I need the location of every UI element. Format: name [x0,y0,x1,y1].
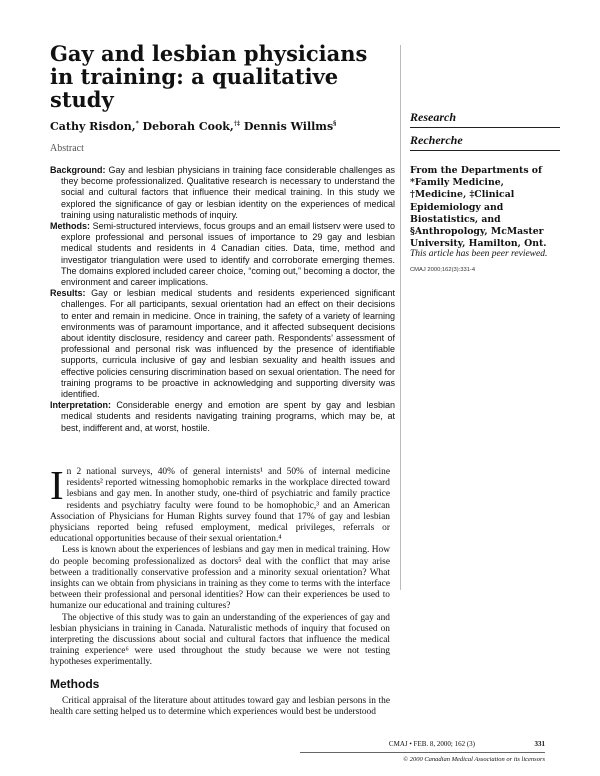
author-name: Dennis Willms [243,120,334,133]
drop-cap: I [50,462,64,508]
abstract-section-interpretation [50,400,395,434]
author-departments: From the Departments of *Family Medicine, †Medicine, ‡Clinical Epidemiology and Biostatistics, and §Anthropology, McMaster University, Hamilton, Ont. [410,165,547,250]
abstract-section-methods [50,221,395,288]
abstract-section-results [50,288,395,400]
author-affiliation-mark: § [333,120,337,128]
abstract-heading: Results: [50,288,86,299]
body-paragraph: Critical appraisal of the literature about attitudes toward gay and lesbian persons in the health care setting helped us to determine which experiences would best be understood [50,695,390,718]
footer-journal-info: CMAJ • FEB. 8, 2000; 162 (3) [388,740,475,748]
author-name: Cathy Risdon, [50,120,136,133]
abstract-section-background [50,165,395,221]
section-label-french: Recherche [410,133,463,147]
column-divider [400,45,401,590]
abstract-text: Semi-structured interviews, focus groups and an email listserv were used to explore professional and personal issues of importance to 29 gay and lesbian medical students and residents in 4 Canadian cities. Data, time, method and investigator triangulation were used to identify and corroborate emerging themes. The domains explored included career choice, “coming out,” becoming a doctor, the environment and career implications. [61,221,395,288]
copyright-notice: © 2000 Canadian Medical Association or its licensors [403,756,545,763]
abstract-text: Considerable energy and emotion are spent by gay and lesbian medical students and residents navigating training programs, which may be, at best, indifferent and, at worst, hostile. [61,400,395,433]
abstract-body [50,165,395,434]
author-name: Deborah Cook, [142,120,234,133]
abstract-label: Abstract [50,143,84,154]
peer-review-note: This article has been peer reviewed. [410,249,548,259]
section-label-english: Research [410,110,456,124]
author-list [50,120,336,133]
methods-heading: Methods [50,676,100,691]
abstract-text: Gay or lesbian medical students and residents experienced significant challenges. For all participants, sexual orientation had an effect on their decisions to enter and remain in medicine. Once in training, the safety of a variety of learning environments was of paramount importance, and it affected subsequent decisions about identity disclosure, residency and career path. Respondents’ assessment of professional and personal risk was influenced by the presence of identifiable supports, curricula inclusive of gay and lesbian sexuality and health issues and effective policies censuring discrimination based on sexual orientation. The need for training programs to be proactive in acknowledging and supporting diversity was identified. [61,288,395,400]
section-rule [410,150,560,151]
abstract-heading: Interpretation: [50,400,112,411]
body-paragraph [50,462,390,545]
article-body [50,462,390,718]
body-paragraph: Less is known about the experiences of lesbians and gay men in medical training. How do people becoming professionalized as doctors⁵ deal with the conflict that may arise between a traditionally conservative profession and a minority sexual orientation? What insights can we obtain from physicians in training as they come to terms with the interface between their professional and personal identities? How can their experiences be used to humanize our educational and training cultures? [50,545,390,612]
author-affiliation-mark: * [135,120,139,128]
section-rule [410,127,560,128]
abstract-heading: Background: [50,165,106,175]
body-paragraph: The objective of this study was to gain an understanding of the experiences of gay and lesbian physicians in training in Canada. Naturalistic methods of inquiry that focused on interpreting the discussions about social and cultural factors that influence the medical training experience⁶ were used throughout the study because we were not testing hypotheses experimentally. [50,612,390,668]
body-paragraph-text: n 2 national surveys, 40% of general internists¹ and 50% of internal medicine residents² reported witnessing homophobic remarks in the workplace directed toward lesbians and gay men. In another study, one-third of psychiatric and family practice residents and psychiatry faculty were found to be homophobic,³ and an American Association of Physicians for Human Rights survey found that 17% of gay and lesbian physicians reported being refused employment, medical privileges, referrals or educational opportunities because of their sexual orientation.⁴ [50,467,390,545]
footer-rule [300,752,545,753]
page-number: 331 [534,740,545,748]
author-affiliation-mark: †‡ [233,120,241,128]
abstract-text: Gay and lesbian physicians in training face considerable challenges as they become professionalized. Qualitative research is necessary to understand the social and cultural factors that influence their medical training. In this study we explored the significance of gay or lesbian identity on the experiences of medical training using naturalistic methods of inquiry. [61,165,395,220]
article-title: Gay and lesbian physicians in training: a qualitative study [50,41,368,112]
abstract-heading: Methods: [50,221,90,232]
journal-citation: CMAJ 2000;162(3):331-4 [410,267,476,273]
